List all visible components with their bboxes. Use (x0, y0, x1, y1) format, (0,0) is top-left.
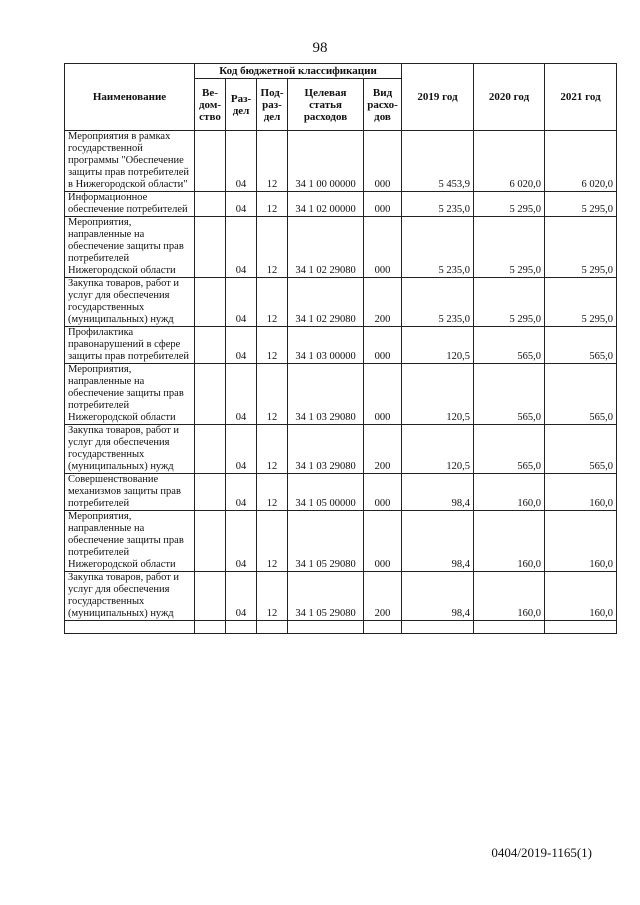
table-row (65, 425, 617, 474)
row-target-article: 34 1 05 29080 (288, 572, 364, 621)
row-target-article: 34 1 02 00000 (288, 192, 364, 217)
header-classification-group: Код бюджетной классификации (195, 64, 402, 79)
row-target-article: 34 1 05 29080 (288, 511, 364, 572)
table-row (65, 364, 617, 425)
empty-cell (402, 621, 474, 634)
row-value-2021: 160,0 (545, 572, 617, 621)
row-vedomstvo (195, 131, 226, 192)
empty-cell (257, 621, 288, 634)
table-row-empty (65, 621, 617, 634)
row-podrazdel: 12 (257, 217, 288, 278)
row-value-2019: 120,5 (402, 425, 474, 474)
row-razdel: 04 (226, 511, 257, 572)
row-razdel: 04 (226, 192, 257, 217)
row-value-2021: 160,0 (545, 474, 617, 511)
row-target-article: 34 1 03 29080 (288, 425, 364, 474)
row-vedomstvo (195, 217, 226, 278)
row-vedomstvo (195, 278, 226, 327)
row-expense-type: 200 (364, 425, 402, 474)
row-target-article: 34 1 03 29080 (288, 364, 364, 425)
row-value-2020: 160,0 (474, 511, 545, 572)
empty-cell (195, 621, 226, 634)
row-value-2021: 5 295,0 (545, 217, 617, 278)
row-value-2021: 5 295,0 (545, 192, 617, 217)
row-vedomstvo (195, 192, 226, 217)
row-vedomstvo (195, 425, 226, 474)
row-razdel: 04 (226, 572, 257, 621)
row-name: Совершенствование механизмов защиты прав потребителей (65, 474, 195, 511)
row-value-2021: 6 020,0 (545, 131, 617, 192)
row-name: Закупка товаров, работ и услуг для обеспечения государственных (муниципальных) нужд (65, 425, 195, 474)
row-razdel: 04 (226, 217, 257, 278)
table-row (65, 474, 617, 511)
budget-table (64, 63, 617, 634)
row-value-2019: 120,5 (402, 364, 474, 425)
row-value-2021: 160,0 (545, 511, 617, 572)
row-vedomstvo (195, 327, 226, 364)
row-value-2019: 98,4 (402, 474, 474, 511)
row-vedomstvo (195, 572, 226, 621)
header-2021: 2021 год (545, 64, 617, 131)
header-vedomstvo: Ве- дом- ство (195, 79, 226, 131)
row-podrazdel: 12 (257, 131, 288, 192)
row-podrazdel: 12 (257, 192, 288, 217)
row-value-2019: 5 235,0 (402, 278, 474, 327)
row-value-2020: 160,0 (474, 474, 545, 511)
row-expense-type: 000 (364, 327, 402, 364)
row-value-2021: 5 295,0 (545, 278, 617, 327)
header-name: Наименование (65, 64, 195, 131)
row-target-article: 34 1 05 00000 (288, 474, 364, 511)
row-podrazdel: 12 (257, 278, 288, 327)
row-podrazdel: 12 (257, 474, 288, 511)
header-target-article: Целевая статья расходов (288, 79, 364, 131)
row-razdel: 04 (226, 327, 257, 364)
table-row (65, 217, 617, 278)
header-2020: 2020 год (474, 64, 545, 131)
row-name: Мероприятия, направленные на обеспечение защиты прав потребителей Нижегородской области (65, 364, 195, 425)
row-value-2020: 6 020,0 (474, 131, 545, 192)
row-name: Мероприятия, направленные на обеспечение защиты прав потребителей Нижегородской области (65, 217, 195, 278)
table-row (65, 572, 617, 621)
row-expense-type: 200 (364, 278, 402, 327)
empty-cell (474, 621, 545, 634)
row-expense-type: 000 (364, 217, 402, 278)
row-target-article: 34 1 03 00000 (288, 327, 364, 364)
table-row (65, 327, 617, 364)
document-code: 0404/2019-1165(1) (491, 845, 592, 860)
row-target-article: 34 1 02 29080 (288, 217, 364, 278)
row-name: Мероприятия, направленные на обеспечение защиты прав потребителей Нижегородской области (65, 511, 195, 572)
table-row (65, 511, 617, 572)
row-razdel: 04 (226, 474, 257, 511)
row-name: Профилактика правонарушений в сфере защиты прав потребителей (65, 327, 195, 364)
row-value-2020: 565,0 (474, 364, 545, 425)
row-podrazdel: 12 (257, 327, 288, 364)
header-podrazdel: Под- раз- дел (257, 79, 288, 131)
empty-cell (545, 621, 617, 634)
row-expense-type: 000 (364, 474, 402, 511)
table-body (65, 131, 617, 634)
row-value-2019: 98,4 (402, 572, 474, 621)
row-podrazdel: 12 (257, 364, 288, 425)
row-name: Информационное обеспечение потребителей (65, 192, 195, 217)
row-razdel: 04 (226, 278, 257, 327)
header-razdel: Раз- дел (226, 79, 257, 131)
row-vedomstvo (195, 511, 226, 572)
row-expense-type: 000 (364, 131, 402, 192)
empty-cell (65, 621, 195, 634)
empty-cell (288, 621, 364, 634)
row-podrazdel: 12 (257, 511, 288, 572)
row-value-2021: 565,0 (545, 425, 617, 474)
row-razdel: 04 (226, 425, 257, 474)
row-target-article: 34 1 00 00000 (288, 131, 364, 192)
row-name: Мероприятия в рамках государственной программы "Обеспечение защиты прав потребителей в Нижегородской области" (65, 131, 195, 192)
row-value-2020: 160,0 (474, 572, 545, 621)
row-value-2019: 5 235,0 (402, 217, 474, 278)
table-header (65, 64, 617, 131)
row-value-2019: 120,5 (402, 327, 474, 364)
row-name: Закупка товаров, работ и услуг для обеспечения государственных (муниципальных) нужд (65, 278, 195, 327)
row-value-2021: 565,0 (545, 327, 617, 364)
row-value-2019: 98,4 (402, 511, 474, 572)
row-value-2020: 565,0 (474, 327, 545, 364)
row-vedomstvo (195, 364, 226, 425)
row-value-2020: 5 295,0 (474, 278, 545, 327)
row-podrazdel: 12 (257, 572, 288, 621)
row-razdel: 04 (226, 131, 257, 192)
table-row (65, 131, 617, 192)
empty-cell (226, 621, 257, 634)
row-value-2020: 565,0 (474, 425, 545, 474)
row-name: Закупка товаров, работ и услуг для обеспечения государственных (муниципальных) нужд (65, 572, 195, 621)
row-vedomstvo (195, 474, 226, 511)
row-target-article: 34 1 02 29080 (288, 278, 364, 327)
row-razdel: 04 (226, 364, 257, 425)
row-podrazdel: 12 (257, 425, 288, 474)
header-2019: 2019 год (402, 64, 474, 131)
table-row (65, 278, 617, 327)
row-value-2019: 5 235,0 (402, 192, 474, 217)
table-row (65, 192, 617, 217)
header-expense-type: Вид расхо- дов (364, 79, 402, 131)
row-expense-type: 000 (364, 511, 402, 572)
row-value-2020: 5 295,0 (474, 192, 545, 217)
row-value-2020: 5 295,0 (474, 217, 545, 278)
empty-cell (364, 621, 402, 634)
row-expense-type: 000 (364, 192, 402, 217)
row-expense-type: 000 (364, 364, 402, 425)
row-expense-type: 200 (364, 572, 402, 621)
row-value-2021: 565,0 (545, 364, 617, 425)
page-number: 98 (312, 40, 328, 56)
row-value-2019: 5 453,9 (402, 131, 474, 192)
